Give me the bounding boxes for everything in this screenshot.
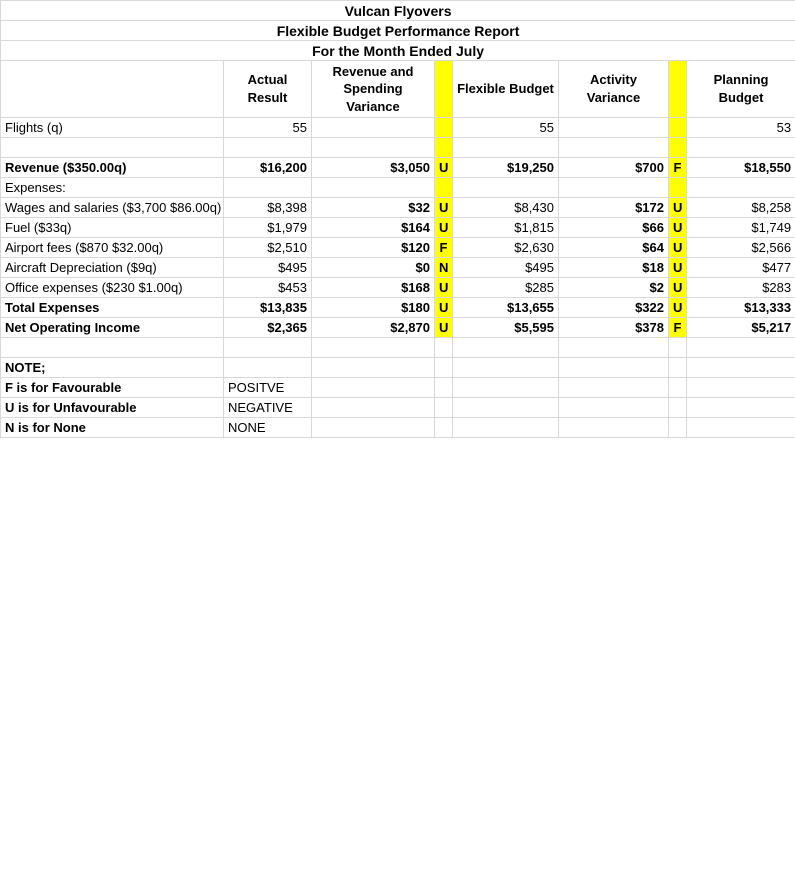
actual-cell[interactable]: $2,510 — [224, 238, 312, 258]
table-row — [1, 338, 795, 358]
empty-cell[interactable] — [669, 358, 687, 378]
report-subtitle[interactable]: Flexible Budget Performance Report — [1, 21, 795, 41]
activity-variance-cell[interactable]: $700 — [559, 158, 669, 178]
note-value[interactable]: NONE — [224, 418, 312, 438]
spending-variance-cell[interactable]: $164 — [312, 218, 435, 238]
table-row — [1, 258, 795, 278]
empty-cell[interactable] — [687, 338, 795, 358]
empty-cell[interactable] — [453, 418, 559, 438]
table-row — [1, 318, 795, 338]
flexible-budget-cell[interactable] — [453, 178, 559, 198]
planning-budget-cell[interactable] — [687, 138, 795, 158]
spending-variance-cell[interactable]: $3,050 — [312, 158, 435, 178]
empty-cell[interactable] — [312, 418, 435, 438]
row-label[interactable]: Wages and salaries ($3,700 $86.00q) — [1, 198, 224, 218]
note-value[interactable]: NEGATIVE — [224, 398, 312, 418]
flexible-budget-cell[interactable]: $19,250 — [453, 158, 559, 178]
note-row — [1, 358, 795, 378]
table-row — [1, 218, 795, 238]
spending-variance-flag[interactable]: U — [435, 198, 453, 218]
spending-variance-flag[interactable]: U — [435, 298, 453, 318]
row-label[interactable]: Aircraft Depreciation ($9q) — [1, 258, 224, 278]
activity-variance-cell[interactable] — [559, 178, 669, 198]
table-row — [1, 238, 795, 258]
spending-variance-cell[interactable]: $168 — [312, 278, 435, 298]
report-title[interactable]: Vulcan Flyovers — [1, 1, 795, 21]
actual-cell[interactable]: $16,200 — [224, 158, 312, 178]
actual-cell[interactable] — [224, 138, 312, 158]
table-row — [1, 178, 795, 198]
spending-variance-cell[interactable]: $32 — [312, 198, 435, 218]
table-row — [1, 278, 795, 298]
empty-cell[interactable] — [435, 398, 453, 418]
actual-cell[interactable]: 55 — [224, 118, 312, 138]
empty-cell[interactable] — [669, 338, 687, 358]
spending-variance-cell[interactable] — [312, 138, 435, 158]
activity-variance-flag[interactable]: U — [669, 218, 687, 238]
note-label[interactable]: F is for Favourable — [1, 378, 224, 398]
actual-cell[interactable]: $1,979 — [224, 218, 312, 238]
blank-sheet-area — [0, 438, 795, 878]
header-revenue-spending-variance[interactable]: Revenue and Spending Variance — [312, 61, 435, 118]
planning-budget-cell[interactable]: 53 — [687, 118, 795, 138]
activity-variance-cell[interactable] — [559, 138, 669, 158]
header-flag-column-2[interactable] — [669, 61, 687, 118]
activity-variance-cell[interactable]: $66 — [559, 218, 669, 238]
flexible-budget-cell[interactable]: $5,595 — [453, 318, 559, 338]
empty-cell[interactable] — [687, 378, 795, 398]
activity-variance-flag[interactable] — [669, 178, 687, 198]
flexible-budget-cell[interactable] — [453, 138, 559, 158]
spending-variance-cell[interactable] — [312, 118, 435, 138]
actual-cell[interactable]: $453 — [224, 278, 312, 298]
spending-variance-flag[interactable]: U — [435, 278, 453, 298]
flexible-budget-cell[interactable]: $495 — [453, 258, 559, 278]
planning-budget-cell[interactable] — [687, 178, 795, 198]
spending-variance-flag[interactable] — [435, 118, 453, 138]
planning-budget-cell[interactable]: $5,217 — [687, 318, 795, 338]
empty-cell[interactable] — [669, 418, 687, 438]
header-actual-result[interactable]: Actual Result — [224, 61, 312, 118]
empty-cell[interactable] — [453, 338, 559, 358]
note-value[interactable]: POSITVE — [224, 378, 312, 398]
row-label[interactable] — [1, 138, 224, 158]
table-row — [1, 158, 795, 178]
header-flag-column-1[interactable] — [435, 61, 453, 118]
empty-cell[interactable] — [435, 418, 453, 438]
note-row — [1, 378, 795, 398]
spending-variance-flag[interactable]: U — [435, 158, 453, 178]
empty-cell[interactable] — [435, 358, 453, 378]
empty-cell[interactable] — [435, 338, 453, 358]
planning-budget-cell[interactable]: $1,749 — [687, 218, 795, 238]
actual-cell[interactable] — [224, 178, 312, 198]
row-label[interactable]: Office expenses ($230 $1.00q) — [1, 278, 224, 298]
activity-variance-cell[interactable]: $378 — [559, 318, 669, 338]
note-row — [1, 418, 795, 438]
spending-variance-cell[interactable]: $120 — [312, 238, 435, 258]
activity-variance-flag[interactable]: U — [669, 298, 687, 318]
actual-cell[interactable]: $13,835 — [224, 298, 312, 318]
budget-report-table — [0, 0, 795, 438]
note-heading[interactable]: NOTE; — [1, 358, 224, 378]
row-label[interactable]: Revenue ($350.00q) — [1, 158, 224, 178]
actual-cell[interactable]: $495 — [224, 258, 312, 278]
empty-cell[interactable] — [435, 378, 453, 398]
row-label[interactable] — [1, 338, 224, 358]
planning-budget-cell[interactable]: $2,566 — [687, 238, 795, 258]
actual-cell[interactable]: $2,365 — [224, 318, 312, 338]
empty-cell[interactable] — [669, 378, 687, 398]
note-label[interactable]: N is for None — [1, 418, 224, 438]
spending-variance-cell[interactable]: $180 — [312, 298, 435, 318]
activity-variance-cell[interactable]: $2 — [559, 278, 669, 298]
activity-variance-flag[interactable]: F — [669, 158, 687, 178]
activity-variance-flag[interactable]: U — [669, 258, 687, 278]
empty-cell[interactable] — [669, 398, 687, 418]
row-label[interactable]: Total Expenses — [1, 298, 224, 318]
empty-cell[interactable] — [559, 418, 669, 438]
planning-budget-cell[interactable]: $18,550 — [687, 158, 795, 178]
flexible-budget-cell[interactable]: 55 — [453, 118, 559, 138]
header-flexible-budget[interactable]: Flexible Budget — [453, 61, 559, 118]
header-planning-budget[interactable]: Planning Budget — [687, 61, 795, 118]
table-row — [1, 198, 795, 218]
flexible-budget-cell[interactable]: $1,815 — [453, 218, 559, 238]
spending-variance-cell[interactable]: $2,870 — [312, 318, 435, 338]
spending-variance-flag[interactable]: N — [435, 258, 453, 278]
empty-cell[interactable] — [559, 338, 669, 358]
row-label[interactable]: Airport fees ($870 $32.00q) — [1, 238, 224, 258]
planning-budget-cell[interactable]: $477 — [687, 258, 795, 278]
spending-variance-flag[interactable]: F — [435, 238, 453, 258]
row-label[interactable]: Flights (q) — [1, 118, 224, 138]
empty-cell[interactable] — [687, 418, 795, 438]
activity-variance-cell[interactable]: $18 — [559, 258, 669, 278]
activity-variance-flag[interactable] — [669, 118, 687, 138]
table-row — [1, 298, 795, 318]
table-row — [1, 118, 795, 138]
empty-cell[interactable] — [312, 378, 435, 398]
activity-variance-cell[interactable]: $64 — [559, 238, 669, 258]
empty-cell[interactable] — [687, 398, 795, 418]
empty-cell[interactable] — [224, 358, 312, 378]
spending-variance-flag[interactable]: U — [435, 318, 453, 338]
spending-variance-flag[interactable]: U — [435, 218, 453, 238]
empty-cell[interactable] — [312, 398, 435, 418]
activity-variance-cell[interactable]: $172 — [559, 198, 669, 218]
empty-cell[interactable] — [687, 358, 795, 378]
activity-variance-flag[interactable]: U — [669, 278, 687, 298]
note-row — [1, 398, 795, 418]
spending-variance-flag[interactable] — [435, 178, 453, 198]
row-label[interactable]: Expenses: — [1, 178, 224, 198]
title-row — [1, 41, 795, 61]
spending-variance-flag[interactable] — [435, 138, 453, 158]
report-period[interactable]: For the Month Ended July — [1, 41, 795, 61]
title-row — [1, 21, 795, 41]
activity-variance-flag[interactable]: U — [669, 198, 687, 218]
activity-variance-flag[interactable] — [669, 138, 687, 158]
empty-cell[interactable] — [453, 378, 559, 398]
activity-variance-flag[interactable]: F — [669, 318, 687, 338]
title-row — [1, 1, 795, 21]
flexible-budget-cell[interactable]: $285 — [453, 278, 559, 298]
planning-budget-cell[interactable]: $8,258 — [687, 198, 795, 218]
row-label[interactable]: Fuel ($33q) — [1, 218, 224, 238]
flexible-budget-cell[interactable]: $2,630 — [453, 238, 559, 258]
header-empty[interactable] — [1, 61, 224, 118]
planning-budget-cell[interactable]: $13,333 — [687, 298, 795, 318]
empty-cell[interactable] — [559, 378, 669, 398]
flexible-budget-cell[interactable]: $8,430 — [453, 198, 559, 218]
empty-cell[interactable] — [559, 398, 669, 418]
header-row — [1, 61, 795, 118]
spending-variance-cell[interactable]: $0 — [312, 258, 435, 278]
empty-cell[interactable] — [559, 358, 669, 378]
flexible-budget-cell[interactable]: $13,655 — [453, 298, 559, 318]
header-activity-variance[interactable]: Activity Variance — [559, 61, 669, 118]
empty-cell[interactable] — [453, 358, 559, 378]
activity-variance-cell[interactable]: $322 — [559, 298, 669, 318]
note-label[interactable]: U is for Unfavourable — [1, 398, 224, 418]
actual-cell[interactable]: $8,398 — [224, 198, 312, 218]
row-label[interactable]: Net Operating Income — [1, 318, 224, 338]
spending-variance-cell[interactable] — [312, 178, 435, 198]
empty-cell[interactable] — [312, 338, 435, 358]
activity-variance-flag[interactable]: U — [669, 238, 687, 258]
planning-budget-cell[interactable]: $283 — [687, 278, 795, 298]
empty-cell[interactable] — [224, 338, 312, 358]
activity-variance-cell[interactable] — [559, 118, 669, 138]
empty-cell[interactable] — [453, 398, 559, 418]
empty-cell[interactable] — [312, 358, 435, 378]
table-row — [1, 138, 795, 158]
